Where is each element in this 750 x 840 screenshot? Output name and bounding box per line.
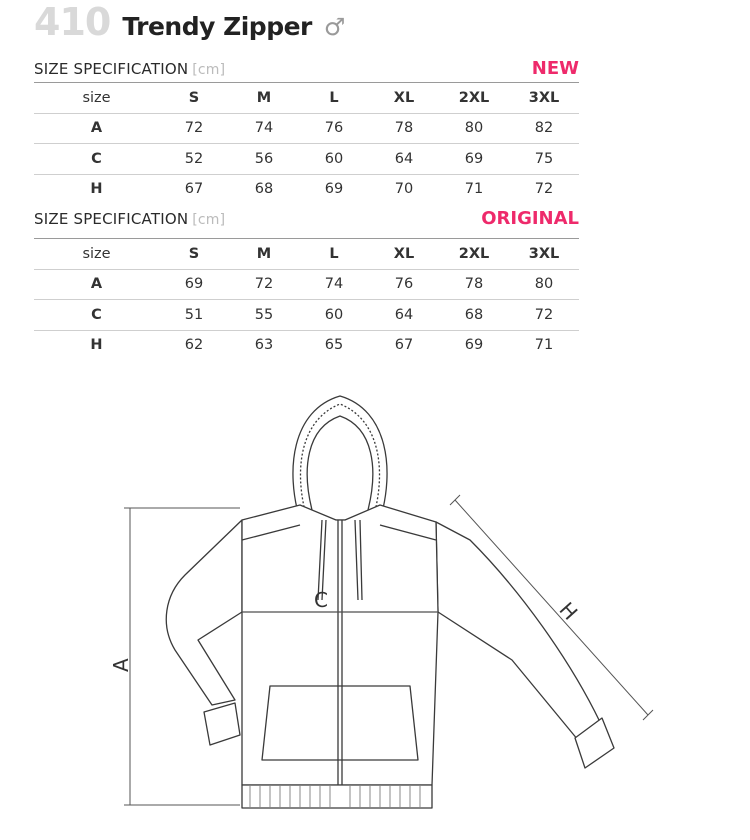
header-cell: XL xyxy=(369,239,439,270)
row-label: C xyxy=(34,144,159,175)
table-header-row xyxy=(34,239,579,270)
cell: 69 xyxy=(159,269,229,300)
header-cell: 2XL xyxy=(439,239,509,270)
cell: 68 xyxy=(439,300,509,331)
cell: 76 xyxy=(299,113,369,144)
cell: 65 xyxy=(324,337,344,354)
spec-title xyxy=(34,210,225,228)
table-row xyxy=(34,113,579,144)
cell: 72 xyxy=(509,300,579,331)
cell: 74 xyxy=(229,113,299,144)
table-row xyxy=(34,269,579,300)
cell: 82 xyxy=(509,113,579,144)
size-table-original xyxy=(34,238,579,360)
row-label: H xyxy=(90,181,103,198)
cell: 60 xyxy=(299,300,369,331)
measure-h-label: H xyxy=(554,597,583,625)
spec-unit: [cm] xyxy=(192,212,226,228)
product-name: Trendy Zipper xyxy=(122,12,312,41)
spec-tag-original: ORIGINAL xyxy=(481,208,579,229)
cell: 51 xyxy=(159,300,229,331)
header-cell: size xyxy=(34,239,159,270)
cell: 69 xyxy=(324,181,344,198)
spec-title xyxy=(34,60,225,78)
table-row xyxy=(34,174,579,204)
header-cell: 3XL xyxy=(509,239,579,270)
table-row xyxy=(34,300,579,331)
header-cell: L xyxy=(299,83,369,114)
spec-title-text: SIZE SPECIFICATION xyxy=(34,210,189,228)
table-row xyxy=(34,144,579,175)
table-row xyxy=(34,330,579,360)
cell: 56 xyxy=(229,144,299,175)
cell: 72 xyxy=(159,113,229,144)
header-cell: M xyxy=(229,239,299,270)
spec-header xyxy=(34,58,579,82)
left-cuff xyxy=(204,703,240,745)
row-label: C xyxy=(34,300,159,331)
cell: 80 xyxy=(439,113,509,144)
male-gender-icon: ♂ xyxy=(323,13,346,41)
cell: 76 xyxy=(369,269,439,300)
cell: 80 xyxy=(509,269,579,300)
cell: 52 xyxy=(159,144,229,175)
cell: 78 xyxy=(439,269,509,300)
cell: 64 xyxy=(369,144,439,175)
measure-a-label: A xyxy=(109,658,133,672)
cell: 62 xyxy=(184,337,204,354)
size-spec-new xyxy=(34,58,579,204)
hood xyxy=(293,396,387,520)
cell: 72 xyxy=(534,181,554,198)
row-label: A xyxy=(34,113,159,144)
cell: 64 xyxy=(369,300,439,331)
hoodie-drawing xyxy=(0,380,750,840)
spec-title-text: SIZE SPECIFICATION xyxy=(34,60,189,78)
cell: 69 xyxy=(464,337,484,354)
cell: 67 xyxy=(184,181,204,198)
product-code: 410 xyxy=(34,0,111,44)
header-cell: M xyxy=(229,83,299,114)
header-cell: 3XL xyxy=(509,83,579,114)
cell: 74 xyxy=(299,269,369,300)
cell: 78 xyxy=(369,113,439,144)
left-sleeve xyxy=(166,520,242,705)
cell: 72 xyxy=(229,269,299,300)
spec-unit: [cm] xyxy=(192,62,226,78)
header-cell: S xyxy=(159,239,229,270)
cell: 60 xyxy=(299,144,369,175)
cell: 68 xyxy=(254,181,274,198)
table-header-row xyxy=(34,83,579,114)
body xyxy=(242,505,438,785)
header-cell: XL xyxy=(369,83,439,114)
product-header xyxy=(34,0,345,46)
cell: 75 xyxy=(509,144,579,175)
header-cell: size xyxy=(34,83,159,114)
cell: 71 xyxy=(534,337,554,354)
right-sleeve xyxy=(436,522,600,740)
header-cell: L xyxy=(299,239,369,270)
spec-tag-new: NEW xyxy=(531,58,579,79)
cell: 63 xyxy=(254,337,274,354)
measure-c-label: C xyxy=(314,588,328,612)
size-table-new xyxy=(34,82,579,204)
cell: 70 xyxy=(394,181,414,198)
cell: 71 xyxy=(464,181,484,198)
size-spec-original xyxy=(34,208,579,360)
cell: 69 xyxy=(439,144,509,175)
cell: 67 xyxy=(394,337,414,354)
header-cell: S xyxy=(159,83,229,114)
row-label: H xyxy=(90,337,103,354)
header-cell: 2XL xyxy=(439,83,509,114)
cell: 55 xyxy=(229,300,299,331)
row-label: A xyxy=(34,269,159,300)
spec-header xyxy=(34,208,579,232)
hoodie-diagram xyxy=(0,380,750,840)
